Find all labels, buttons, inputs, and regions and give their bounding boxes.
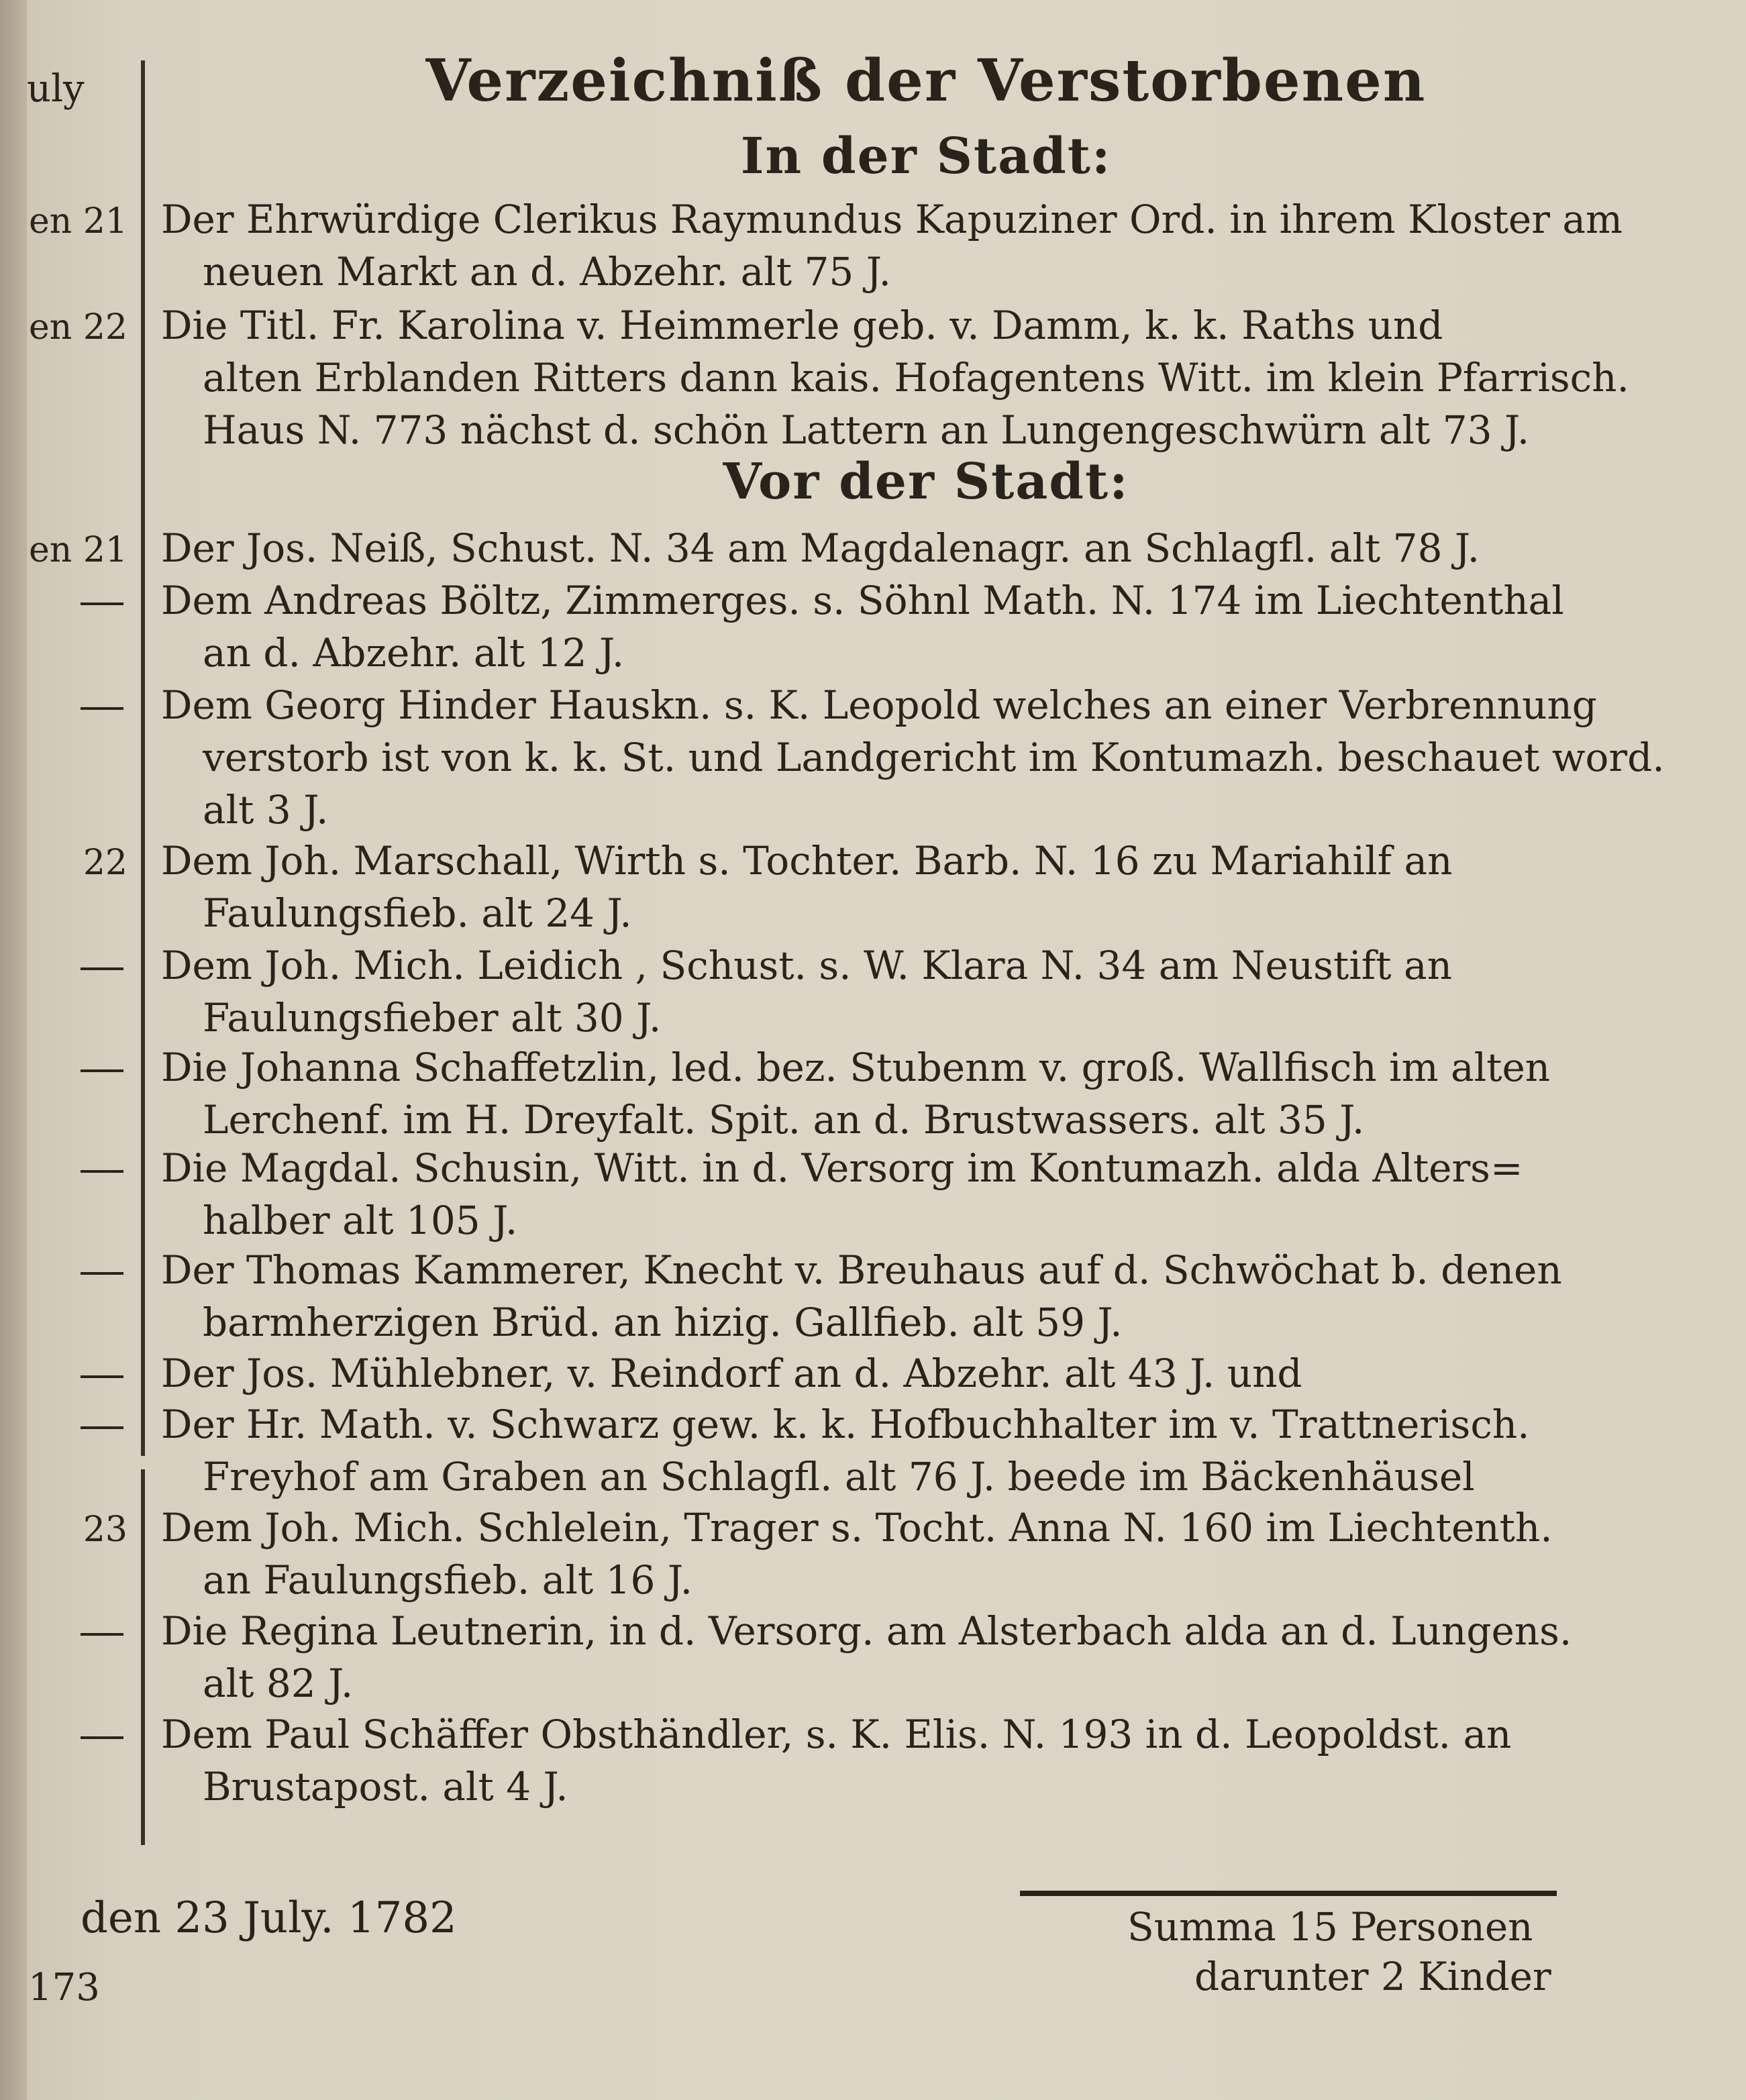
ditto-dash — [81, 1170, 123, 1173]
list-item — [161, 1502, 1671, 1606]
list-item — [161, 1244, 1671, 1349]
list-item — [161, 835, 1671, 939]
entry-line: alten Erblanden Ritters dann kais. Hofagentens Witt. im klein Pfarrisch. — [203, 355, 1629, 401]
entry-line: alt 82 J. — [203, 1661, 354, 1706]
entry-line: Die Magdal. Schusin, Witt. in d. Versorg im Kontumazh. alda Alters= — [161, 1145, 1523, 1191]
entry-line: verstorb ist von k. k. St. und Landgericht im Kontumazh. beschauet word. — [203, 735, 1665, 780]
footer-date: den 23 July. 1782 — [81, 1893, 457, 1943]
entry-line: Faulungsfieb. alt 24 J. — [203, 890, 632, 936]
entry-line: Dem Georg Hinder Hauskn. s. K. Leopold welches an einer Verbrennung — [161, 682, 1597, 728]
entry-line: Die Regina Leutnerin, in d. Versorg. am Alsterbach alda an d. Lungens. — [161, 1608, 1572, 1654]
ditto-dash — [81, 707, 123, 710]
list-item — [161, 299, 1671, 456]
entry-line: halber alt 105 J. — [203, 1198, 518, 1243]
entry-line: an d. Abzehr. alt 12 J. — [203, 630, 625, 676]
entry-line: Dem Joh. Marschall, Wirth s. Tochter. Barb. N. 16 zu Mariahilf an — [161, 838, 1453, 884]
entry-line: Brustapost. alt 4 J. — [203, 1764, 568, 1809]
entry-line: Der Jos. Neiß, Schust. N. 34 am Magdalenagr. an Schlagfl. alt 78 J. — [161, 525, 1480, 571]
entry-line: Der Hr. Math. v. Schwarz gew. k. k. Hofbuchhalter im v. Trattnerisch. — [161, 1402, 1530, 1447]
entry-date: 22 — [83, 843, 127, 883]
entry-line: alt 3 J. — [203, 787, 329, 833]
list-item — [161, 1142, 1671, 1247]
ditto-dash — [81, 967, 123, 970]
entry-date: en 22 — [29, 307, 127, 348]
ditto-dash — [81, 1426, 123, 1429]
list-item — [161, 1398, 1671, 1503]
vertical-rule — [141, 60, 145, 1456]
margin-note-bottom: 173 — [28, 1966, 100, 2009]
list-item — [161, 1041, 1671, 1146]
entry-line: Der Ehrwürdige Clerikus Raymundus Kapuziner Ord. in ihrem Kloster am — [161, 197, 1623, 242]
summa-total: Summa 15 Personen — [1127, 1904, 1533, 1950]
list-item — [161, 193, 1671, 298]
ditto-dash — [81, 1272, 123, 1275]
margin-note-top: uly — [27, 67, 85, 111]
entry-date: 23 — [83, 1510, 127, 1550]
list-item — [161, 939, 1671, 1044]
ditto-dash — [81, 1633, 123, 1636]
entry-line: Die Johanna Schaffetzlin, led. bez. Stubenm v. groß. Wallfisch im alten — [161, 1045, 1551, 1090]
entry-line: Der Jos. Mühlebner, v. Reindorf an d. Abzehr. alt 43 J. und — [161, 1351, 1302, 1396]
entry-date: en 21 — [29, 201, 127, 242]
ditto-dash — [81, 1375, 123, 1378]
entry-line: Haus N. 773 nächst d. schön Lattern an Lungengeschwürn alt 73 J. — [203, 407, 1530, 453]
entry-line: Freyhof am Graben an Schlagfl. alt 76 J. beede im Bäckenhäusel — [203, 1454, 1475, 1500]
list-item — [161, 679, 1671, 836]
entry-date: en 21 — [29, 530, 127, 570]
list-item — [161, 1605, 1671, 1710]
entry-line: neuen Markt an d. Abzehr. alt 75 J. — [203, 249, 891, 295]
footer-rule — [1020, 1891, 1557, 1896]
ditto-dash — [81, 602, 123, 605]
entry-line: Dem Paul Schäffer Obsthändler, s. K. Elis. N. 193 in d. Leopoldst. an — [161, 1712, 1512, 1757]
entry-line: Faulungsfieber alt 30 J. — [203, 995, 662, 1041]
section-heading-outside: Vor der Stadt: — [723, 453, 1129, 511]
list-item — [161, 1347, 1671, 1400]
book-spine — [0, 0, 27, 2100]
entry-line: Dem Joh. Mich. Leidich , Schust. s. W. Klara N. 34 am Neustift an — [161, 943, 1452, 988]
vertical-rule-lower — [141, 1469, 145, 1845]
entry-line: Dem Andreas Böltz, Zimmerges. s. Söhnl Math. N. 174 im Liechtenthal — [161, 578, 1564, 623]
entry-line: Die Titl. Fr. Karolina v. Heimmerle geb. v. Damm, k. k. Raths und — [161, 303, 1443, 348]
section-heading-city: In der Stadt: — [740, 127, 1112, 185]
entry-line: Der Thomas Kammerer, Knecht v. Breuhaus auf d. Schwöchat b. denen — [161, 1247, 1562, 1293]
entry-line: an Faulungsfieb. alt 16 J. — [203, 1557, 693, 1603]
document-title: Verzeichniß der Verstorbenen — [425, 47, 1427, 115]
entry-line: Dem Joh. Mich. Schlelein, Trager s. Tocht. Anna N. 160 im Liechtenth. — [161, 1505, 1553, 1551]
list-item — [161, 1708, 1671, 1813]
list-item — [161, 574, 1671, 679]
children-count: darunter 2 Kinder — [1194, 1954, 1551, 1999]
ditto-dash — [81, 1069, 123, 1072]
entry-line: barmherzigen Brüd. an hizig. Gallfieb. alt 59 J. — [203, 1300, 1123, 1345]
entry-line: Lerchenf. im H. Dreyfalt. Spit. an d. Brustwassers. alt 35 J. — [203, 1097, 1365, 1143]
list-item — [161, 522, 1671, 574]
ditto-dash — [81, 1736, 123, 1739]
